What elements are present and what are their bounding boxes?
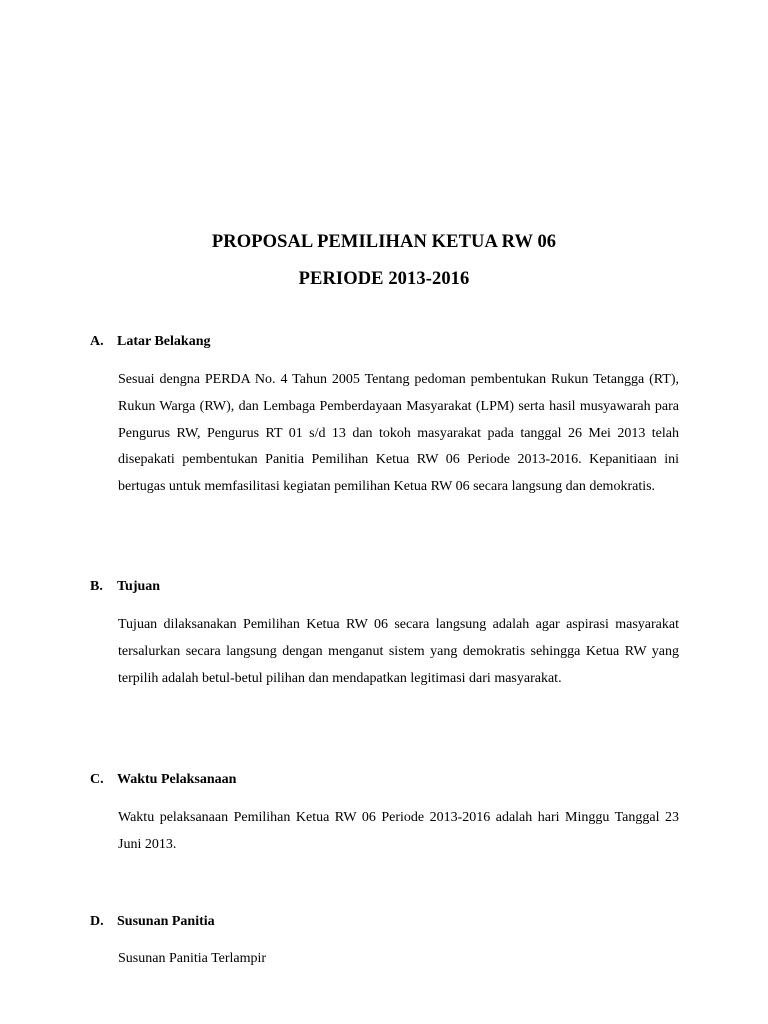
section-a-body: Sesuai dengna PERDA No. 4 Tahun 2005 Tentang pedoman pembentukan Rukun Tetangga (RT), Rukun Warga (RW), dan Lembaga Pemberdayaan Masyarakat (LPM) serta hasil musyawarah para Pengurus RW, Pengurus RT 01 s/d 13 dan tokoh masyarakat pada tanggal 26 Mei 2013 telah disepakati pembentukan Panitia Pemilihan Ketua RW 06 Periode 2013-2016. Kepanitiaan ini bertugas untuk memfasilitasi kegiatan pemilihan Ketua RW 06 secara langsung dan demokratis. — [118, 372, 679, 495]
document-title: PROPOSAL PEMILIHAN KETUA RW 06 — [211, 232, 557, 252]
section-title: Latar Belakang — [117, 334, 211, 349]
section-b-heading — [90, 579, 160, 595]
section-letter: C. — [90, 772, 104, 787]
section-letter: A. — [90, 334, 104, 349]
document-subtitle: PERIODE 2013-2016 — [298, 269, 470, 289]
section-b-body: Tujuan dilaksanakan Pemilihan Ketua RW 06 secara langsung adalah agar aspirasi masyarakat tersalurkan secara langsung dengan menganut sistem yang demokratis sehingga Ketua RW yang terpilih adalah betul-betul pilihan dan mendapatkan legitimasi dari masyarakat. — [118, 617, 679, 686]
section-title: Susunan Panitia — [117, 914, 215, 929]
section-title: Waktu Pelaksanaan — [117, 772, 237, 787]
section-d-heading — [90, 914, 215, 930]
section-letter: D. — [90, 914, 104, 929]
section-d-body: Susunan Panitia Terlampir — [118, 951, 267, 966]
section-c-body: Waktu pelaksanaan Pemilihan Ketua RW 06 Periode 2013-2016 adalah hari Minggu Tanggal 23 Juni 2013. — [118, 810, 679, 852]
section-title: Tujuan — [117, 579, 161, 594]
section-a-heading — [90, 334, 210, 350]
section-c-heading — [90, 772, 236, 788]
section-letter: B. — [90, 579, 103, 594]
